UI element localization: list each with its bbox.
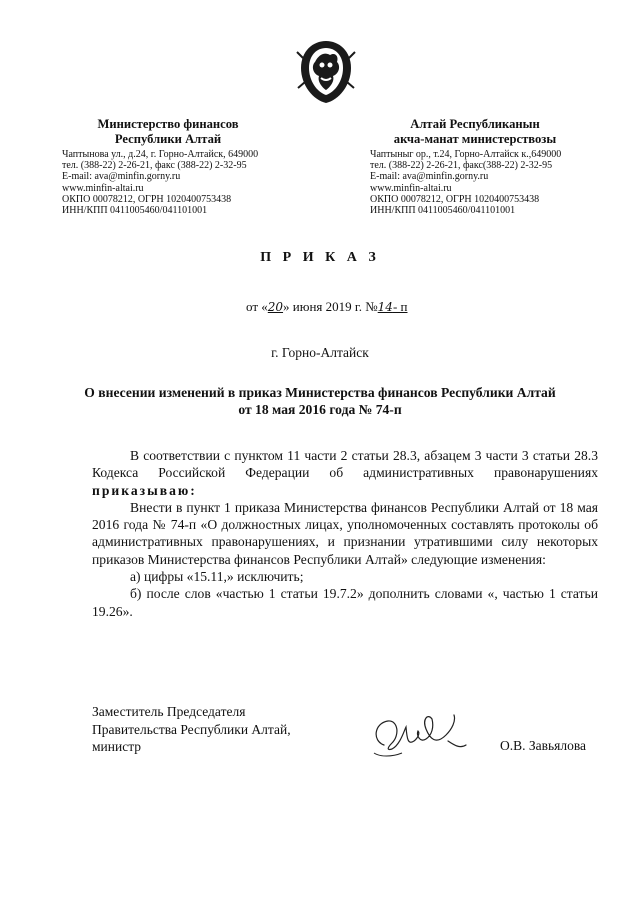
ministry-title-ru-line2: Республики Алтай xyxy=(114,132,222,146)
requisite-line: ИНН/КПП 0411005460/041101001 xyxy=(370,205,516,217)
signatory-position xyxy=(92,703,291,756)
body-paragraph-1 xyxy=(92,447,598,499)
requisite-line: Чаптыныг ор., т.24, Горно-Алтайск к.,649000 xyxy=(370,149,562,160)
body-item-b: б) после слов «частью 1 статьи 19.7.2» дополнить словами «, частью 1 статьи 19.26». xyxy=(92,586,598,619)
handwritten-number: 14 xyxy=(377,300,393,314)
requisite-line: Чаптынова ул., д.24, г. Горно-Алтайск, 649000 xyxy=(62,149,259,160)
signatory-position-line2: Правительства Республики Алтай, xyxy=(92,721,291,737)
number-suffix: - п xyxy=(392,299,408,314)
requisite-line: ИНН/КПП 0411005460/041101001 xyxy=(62,205,208,217)
requisite-line: тел. (388-22) 2-26-21, факс (388-22) 2-32-95 xyxy=(62,160,247,172)
signatory-position-line3: министр xyxy=(92,739,142,754)
requisite-line: ОКПО 00078212, ОГРН 1020400753438 xyxy=(62,193,232,205)
requisite-line: E-mail: ava@minfin.gorny.ru xyxy=(370,171,489,183)
signatory-name: О.В. Завьялова xyxy=(500,738,587,753)
handwritten-day: 20 xyxy=(267,300,284,314)
ministry-title-ru-line1: Министерство финансов xyxy=(97,117,239,131)
requisite-line: www.minfin-altai.ru xyxy=(370,182,452,194)
order-keyword: приказываю: xyxy=(92,482,197,498)
order-subject: О внесении изменений в приказ Министерства финансов Республики Алтай от 18 мая 2016 года № 74-п xyxy=(84,385,556,417)
date-middle: » июня 2019 г. № xyxy=(283,299,378,314)
ministry-title-ru xyxy=(48,117,288,147)
body-item-a: а) цифры «15.11,» исключить; xyxy=(130,569,304,585)
body-paragraph-2: Внести в пункт 1 приказа Министерства финансов Республики Алтай от 18 мая 2016 года № 74-п «О должностных лицах, уполномоченных составлять протоколы об административных правонарушениях, и признании утратившими силу некоторых приказов Министерства финансов Республики Алтай» следующие изменения: xyxy=(92,499,598,567)
ministry-requisites-alt xyxy=(370,149,561,216)
requisite-line: E-mail: ava@minfin.gorny.ru xyxy=(62,171,181,183)
requisite-line: ОКПО 00078212, ОГРН 1020400753438 xyxy=(370,193,540,205)
body-paragraph-1-text: В соответствии с пунктом 11 части 2 статьи 28.3, абзацем 3 части 3 статьи 28.3 Кодекса Российской Федерации об административных правонарушениях xyxy=(92,448,598,481)
document-type-title: П Р И К А З xyxy=(260,250,380,265)
requisite-line: тел. (388-22) 2-26-21, факс(388-22) 2-32-95 xyxy=(370,160,553,172)
date-prefix: от « xyxy=(246,299,268,314)
signatory-position-line1: Заместитель Председателя xyxy=(92,704,246,719)
requisite-line: www.minfin-altai.ru xyxy=(62,182,144,194)
ministry-title-alt xyxy=(350,117,600,147)
handwritten-signature xyxy=(362,705,472,765)
coat-of-arms-emblem xyxy=(295,38,357,106)
ministry-title-alt-line1: Алтай Республиканын xyxy=(410,117,540,131)
ministry-requisites-ru xyxy=(62,149,258,216)
ministry-title-alt-line2: акча-манат министерствозы xyxy=(393,132,557,146)
order-body xyxy=(92,447,598,620)
city: г. Горно-Алтайск xyxy=(271,345,369,360)
order-date-number xyxy=(246,299,408,315)
